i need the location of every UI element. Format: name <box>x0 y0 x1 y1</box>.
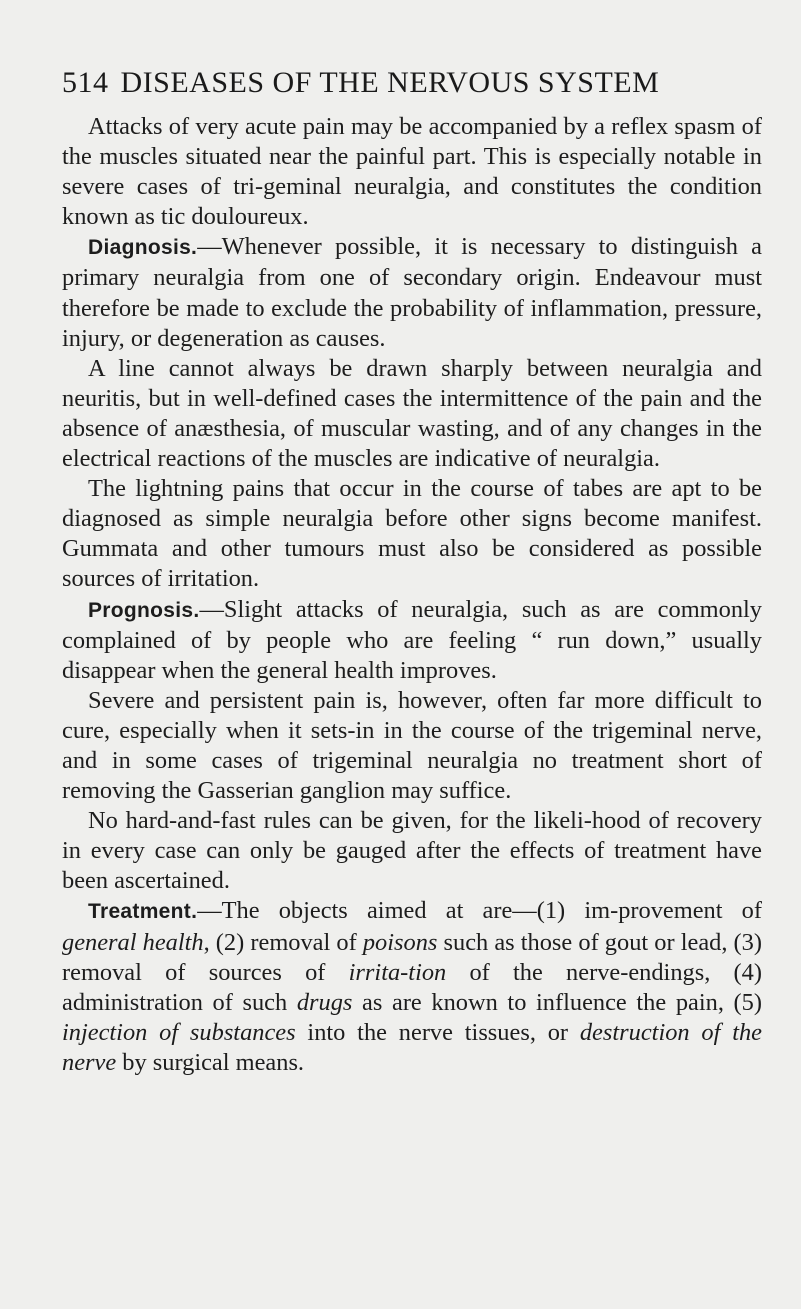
treatment-text: , (2) removal of <box>203 928 363 956</box>
treatment-text: —The objects aimed at are—(1) im-provement of <box>197 897 762 925</box>
treatment-text: such as those of gout or lead, (3) removal of sources of <box>62 928 762 986</box>
paragraph-text: A line cannot always be drawn sharply between neuralgia and neuritis, but in well-defined cases the intermittence of the pain and the absence of anæsthesia, of muscular wasting, and of any changes in the electrical reactions of the muscles are indicative of neuralgia. <box>62 354 762 473</box>
paragraph-text: —Whenever possible, it is necessary to distinguish a primary neuralgia from one of secondary origin. Endeavour must therefore be made to exclude the probability of inflammation, pressure, injury, or degeneration as causes. <box>62 233 762 352</box>
body-text <box>62 112 762 1078</box>
page-number: 514 <box>62 66 109 99</box>
emphasis-poisons: poisons <box>362 928 438 956</box>
paragraph-severe-pain <box>62 686 762 806</box>
emphasis-injection: injection of substances <box>62 1018 296 1046</box>
paragraph-text: —Slight attacks of neuralgia, such as are commonly complained of by people who are feeling “ run down,” usually disappear when the general health improves. <box>62 595 762 684</box>
paragraph-text: Attacks of very acute pain may be accompanied by a reflex spasm of the muscles situated near the painful part. This is especially notable in severe cases of tri-geminal neuralgia, and constitutes the condition known as tic douloureux. <box>62 113 762 231</box>
emphasis-destruction: destruction of the nerve <box>62 1018 762 1076</box>
paragraph-text: Severe and persistent pain is, however, often far more difficult to cure, especially when it sets-in in the course of the trigeminal nerve, and in some cases of trigeminal neuralgia no treatment short of removing the Gasserian ganglion may suffice. <box>62 686 762 805</box>
paragraph-tabes <box>62 474 762 594</box>
treatment-text: by surgical means. <box>116 1048 305 1076</box>
section-heading-diagnosis: Diagnosis. <box>88 236 198 260</box>
paragraph-neuritis <box>62 354 762 474</box>
treatment-text: into the nerve tissues, or <box>295 1018 580 1046</box>
section-heading-treatment: Treatment. <box>88 900 198 924</box>
emphasis-drugs: drugs <box>296 988 353 1016</box>
running-title: DISEASES OF THE NERVOUS SYSTEM <box>120 66 660 99</box>
section-heading-prognosis: Prognosis. <box>88 598 200 622</box>
paragraph-text: No hard-and-fast rules can be given, for the likeli-hood of recovery in every case can only be gauged after the effects of treatment have been ascertained. <box>62 807 762 895</box>
emphasis-irritation: irrita-tion <box>348 958 447 986</box>
treatment-text: of the nerve-endings, (4) administration of such <box>62 958 762 1016</box>
paragraph-prognosis <box>62 595 762 686</box>
treatment-text: as are known to influence the pain, (5) <box>352 988 762 1016</box>
paragraph-text: The lightning pains that occur in the course of tabes are apt to be diagnosed as simple neuralgia before other signs become manifest. Gummata and other tumours must also be considered as possible sources of irritation. <box>62 475 762 593</box>
paragraph-treatment <box>62 896 762 1078</box>
paragraph-diagnosis <box>62 232 762 353</box>
paragraph-tic-douloureux <box>62 112 762 232</box>
running-head <box>62 66 659 100</box>
paragraph-recovery <box>62 806 762 896</box>
emphasis-general-health: general health <box>62 928 204 956</box>
